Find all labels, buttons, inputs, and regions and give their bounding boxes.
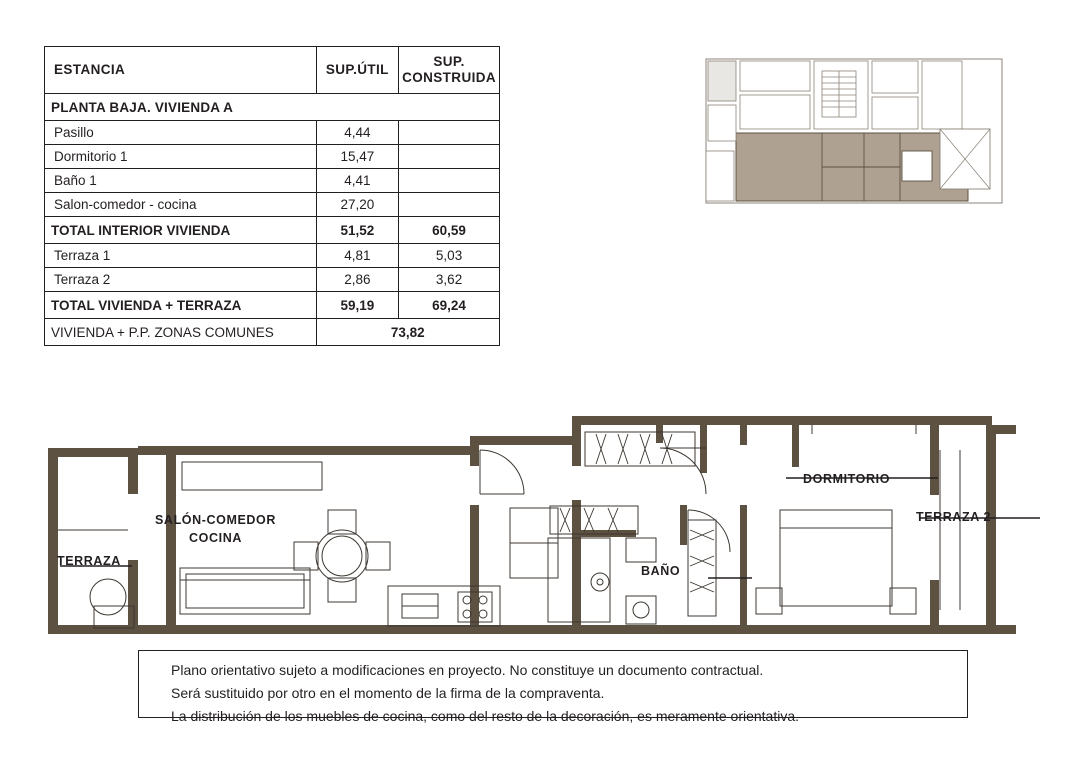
table-row xyxy=(45,268,500,292)
room-util: 4,41 xyxy=(316,169,399,193)
table-row xyxy=(45,121,500,145)
total-interior-util: 51,52 xyxy=(316,217,399,244)
plan-label-terraza-2: TERRAZA 2 xyxy=(916,510,992,524)
room-constr xyxy=(399,169,500,193)
key-plan-thumbnail xyxy=(704,55,1004,207)
column-header-sup-construida-line2: CONSTRUIDA xyxy=(402,70,497,85)
table-header-row xyxy=(45,47,500,94)
column-header-sup-construida-line1: SUP. xyxy=(433,54,465,70)
room-util: 27,20 xyxy=(316,193,399,217)
room-name: Salon-comedor - cocina xyxy=(45,193,317,217)
room-constr xyxy=(399,145,500,169)
room-constr xyxy=(399,121,500,145)
table-section-row xyxy=(45,94,500,121)
table-row xyxy=(45,169,500,193)
disclaimer-line-3: La distribución de los muebles de cocina, como del resto de la decoración, es meramente orientativa. xyxy=(171,708,800,724)
room-name: Pasillo xyxy=(45,121,317,145)
terrace-name: Terraza 1 xyxy=(45,244,317,268)
table-row xyxy=(45,244,500,268)
common-zones-value: 73,82 xyxy=(316,319,499,346)
room-util: 4,44 xyxy=(316,121,399,145)
room-name: Dormitorio 1 xyxy=(45,145,317,169)
table-row-common-zones xyxy=(45,319,500,346)
key-plan-svg xyxy=(704,55,1004,207)
table-row xyxy=(45,193,500,217)
column-header-sup-util: SUP.ÚTIL xyxy=(316,47,399,94)
plan-label-terraza: TERRAZA xyxy=(57,554,121,568)
room-util: 15,47 xyxy=(316,145,399,169)
areas-table xyxy=(44,46,500,346)
table-head xyxy=(45,47,500,94)
table-row xyxy=(45,145,500,169)
total-viv-terraza-label: TOTAL VIVIENDA + TERRAZA xyxy=(45,292,317,319)
disclaimer-line-2: Será sustituido por otro en el momento de la firma de la compraventa. xyxy=(171,685,605,701)
terrace-util: 2,86 xyxy=(316,268,399,292)
column-header-sup-construida xyxy=(399,47,500,94)
section-title-planta-baja: PLANTA BAJA. VIVIENDA A xyxy=(45,94,500,121)
terrace-util: 4,81 xyxy=(316,244,399,268)
room-name: Baño 1 xyxy=(45,169,317,193)
total-interior-constr: 60,59 xyxy=(399,217,500,244)
terrace-constr: 3,62 xyxy=(399,268,500,292)
room-constr xyxy=(399,193,500,217)
plan-label-salon-line1: SALÓN-COMEDOR xyxy=(155,513,276,527)
disclaimer-box xyxy=(138,650,968,724)
table-body xyxy=(45,94,500,346)
total-viv-terraza-constr: 69,24 xyxy=(399,292,500,319)
plan-label-salon-comedor-cocina xyxy=(155,511,276,547)
column-header-estancia: ESTANCIA xyxy=(45,47,317,94)
common-zones-label: VIVIENDA + P.P. ZONAS COMUNES xyxy=(45,319,317,346)
total-interior-label: TOTAL INTERIOR VIVIENDA xyxy=(45,217,317,244)
plan-label-dormitorio: DORMITORIO xyxy=(803,472,891,486)
total-viv-terraza-util: 59,19 xyxy=(316,292,399,319)
table-row-total-viv-terraza xyxy=(45,292,500,319)
plan-label-bano: BAÑO xyxy=(641,564,681,578)
plan-label-salon-line2: COCINA xyxy=(189,531,242,546)
table-row-total-interior xyxy=(45,217,500,244)
terrace-name: Terraza 2 xyxy=(45,268,317,292)
terrace-constr: 5,03 xyxy=(399,244,500,268)
disclaimer-line-1: Plano orientativo sujeto a modificaciones en proyecto. No constituye un documento contractual. xyxy=(171,662,764,678)
